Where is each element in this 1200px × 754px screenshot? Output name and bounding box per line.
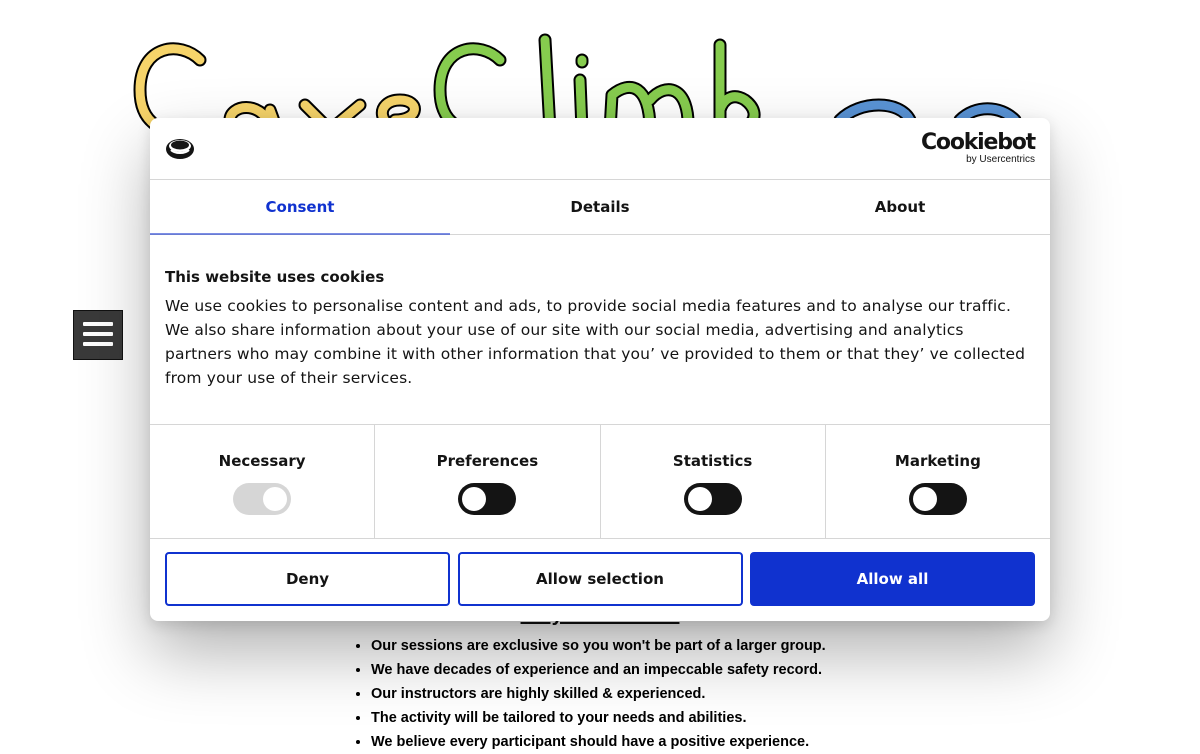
- reasons-list: [352, 634, 971, 754]
- list-item: • We have decades of experience and an impeccable safety record.: [371, 658, 971, 682]
- tab-consent[interactable]: Consent: [150, 180, 450, 234]
- toggle-knob: [688, 487, 712, 511]
- category-label: Preferences: [436, 452, 539, 470]
- toggle-knob: [462, 487, 486, 511]
- category-label: Necessary: [218, 452, 306, 470]
- consent-description: We use cookies to personalise content and ads, to provide social media features and to analyse our traffic. We also share information about your use of our site with our social media, advertising and analytics partners who may combine it with other information that you’ ve provided to them or that they’ ve collected from your use of their services.: [165, 297, 1026, 387]
- toggle-knob: [263, 487, 287, 511]
- allow-all-button[interactable]: Allow all: [750, 552, 1035, 606]
- list-item: • Our instructors are highly skilled & experienced.: [371, 682, 971, 706]
- consent-title: This website uses cookies: [165, 268, 385, 286]
- allow-selection-button[interactable]: Allow selection: [458, 552, 743, 606]
- brand-name: Cookiebot: [920, 130, 1035, 155]
- cookie-icon: [165, 136, 195, 165]
- consent-buttons: [165, 552, 1035, 606]
- tab-about[interactable]: About: [874, 198, 926, 216]
- necessary-toggle: [233, 483, 291, 515]
- dialog-header: [150, 118, 1050, 180]
- brand-subtitle: by Usercentrics: [966, 154, 1035, 165]
- category-statistics: [601, 425, 826, 538]
- menu-button[interactable]: [73, 310, 123, 360]
- category-marketing: [826, 425, 1050, 538]
- preferences-toggle[interactable]: [458, 483, 516, 515]
- tab-details[interactable]: Details: [570, 198, 630, 216]
- marketing-toggle[interactable]: [909, 483, 967, 515]
- toggle-knob: [913, 487, 937, 511]
- list-item: • Our sessions are exclusive so you won't be part of a larger group.: [371, 634, 971, 658]
- cookie-category-toggles: [150, 424, 1050, 539]
- category-label: Statistics: [672, 452, 753, 470]
- list-item: • We believe every participant should have a positive experience.: [371, 730, 971, 754]
- tab-bar: [150, 180, 1050, 235]
- cookiebot-logo[interactable]: [921, 131, 1035, 165]
- cookie-consent-dialog: [150, 118, 1050, 621]
- category-label: Marketing: [894, 452, 981, 470]
- deny-button[interactable]: Deny: [165, 552, 450, 606]
- consent-content: [165, 268, 1035, 390]
- list-item: • The activity will be tailored to your needs and abilities.: [371, 706, 971, 730]
- statistics-toggle[interactable]: [684, 483, 742, 515]
- category-necessary: [150, 425, 375, 538]
- category-preferences: [375, 425, 600, 538]
